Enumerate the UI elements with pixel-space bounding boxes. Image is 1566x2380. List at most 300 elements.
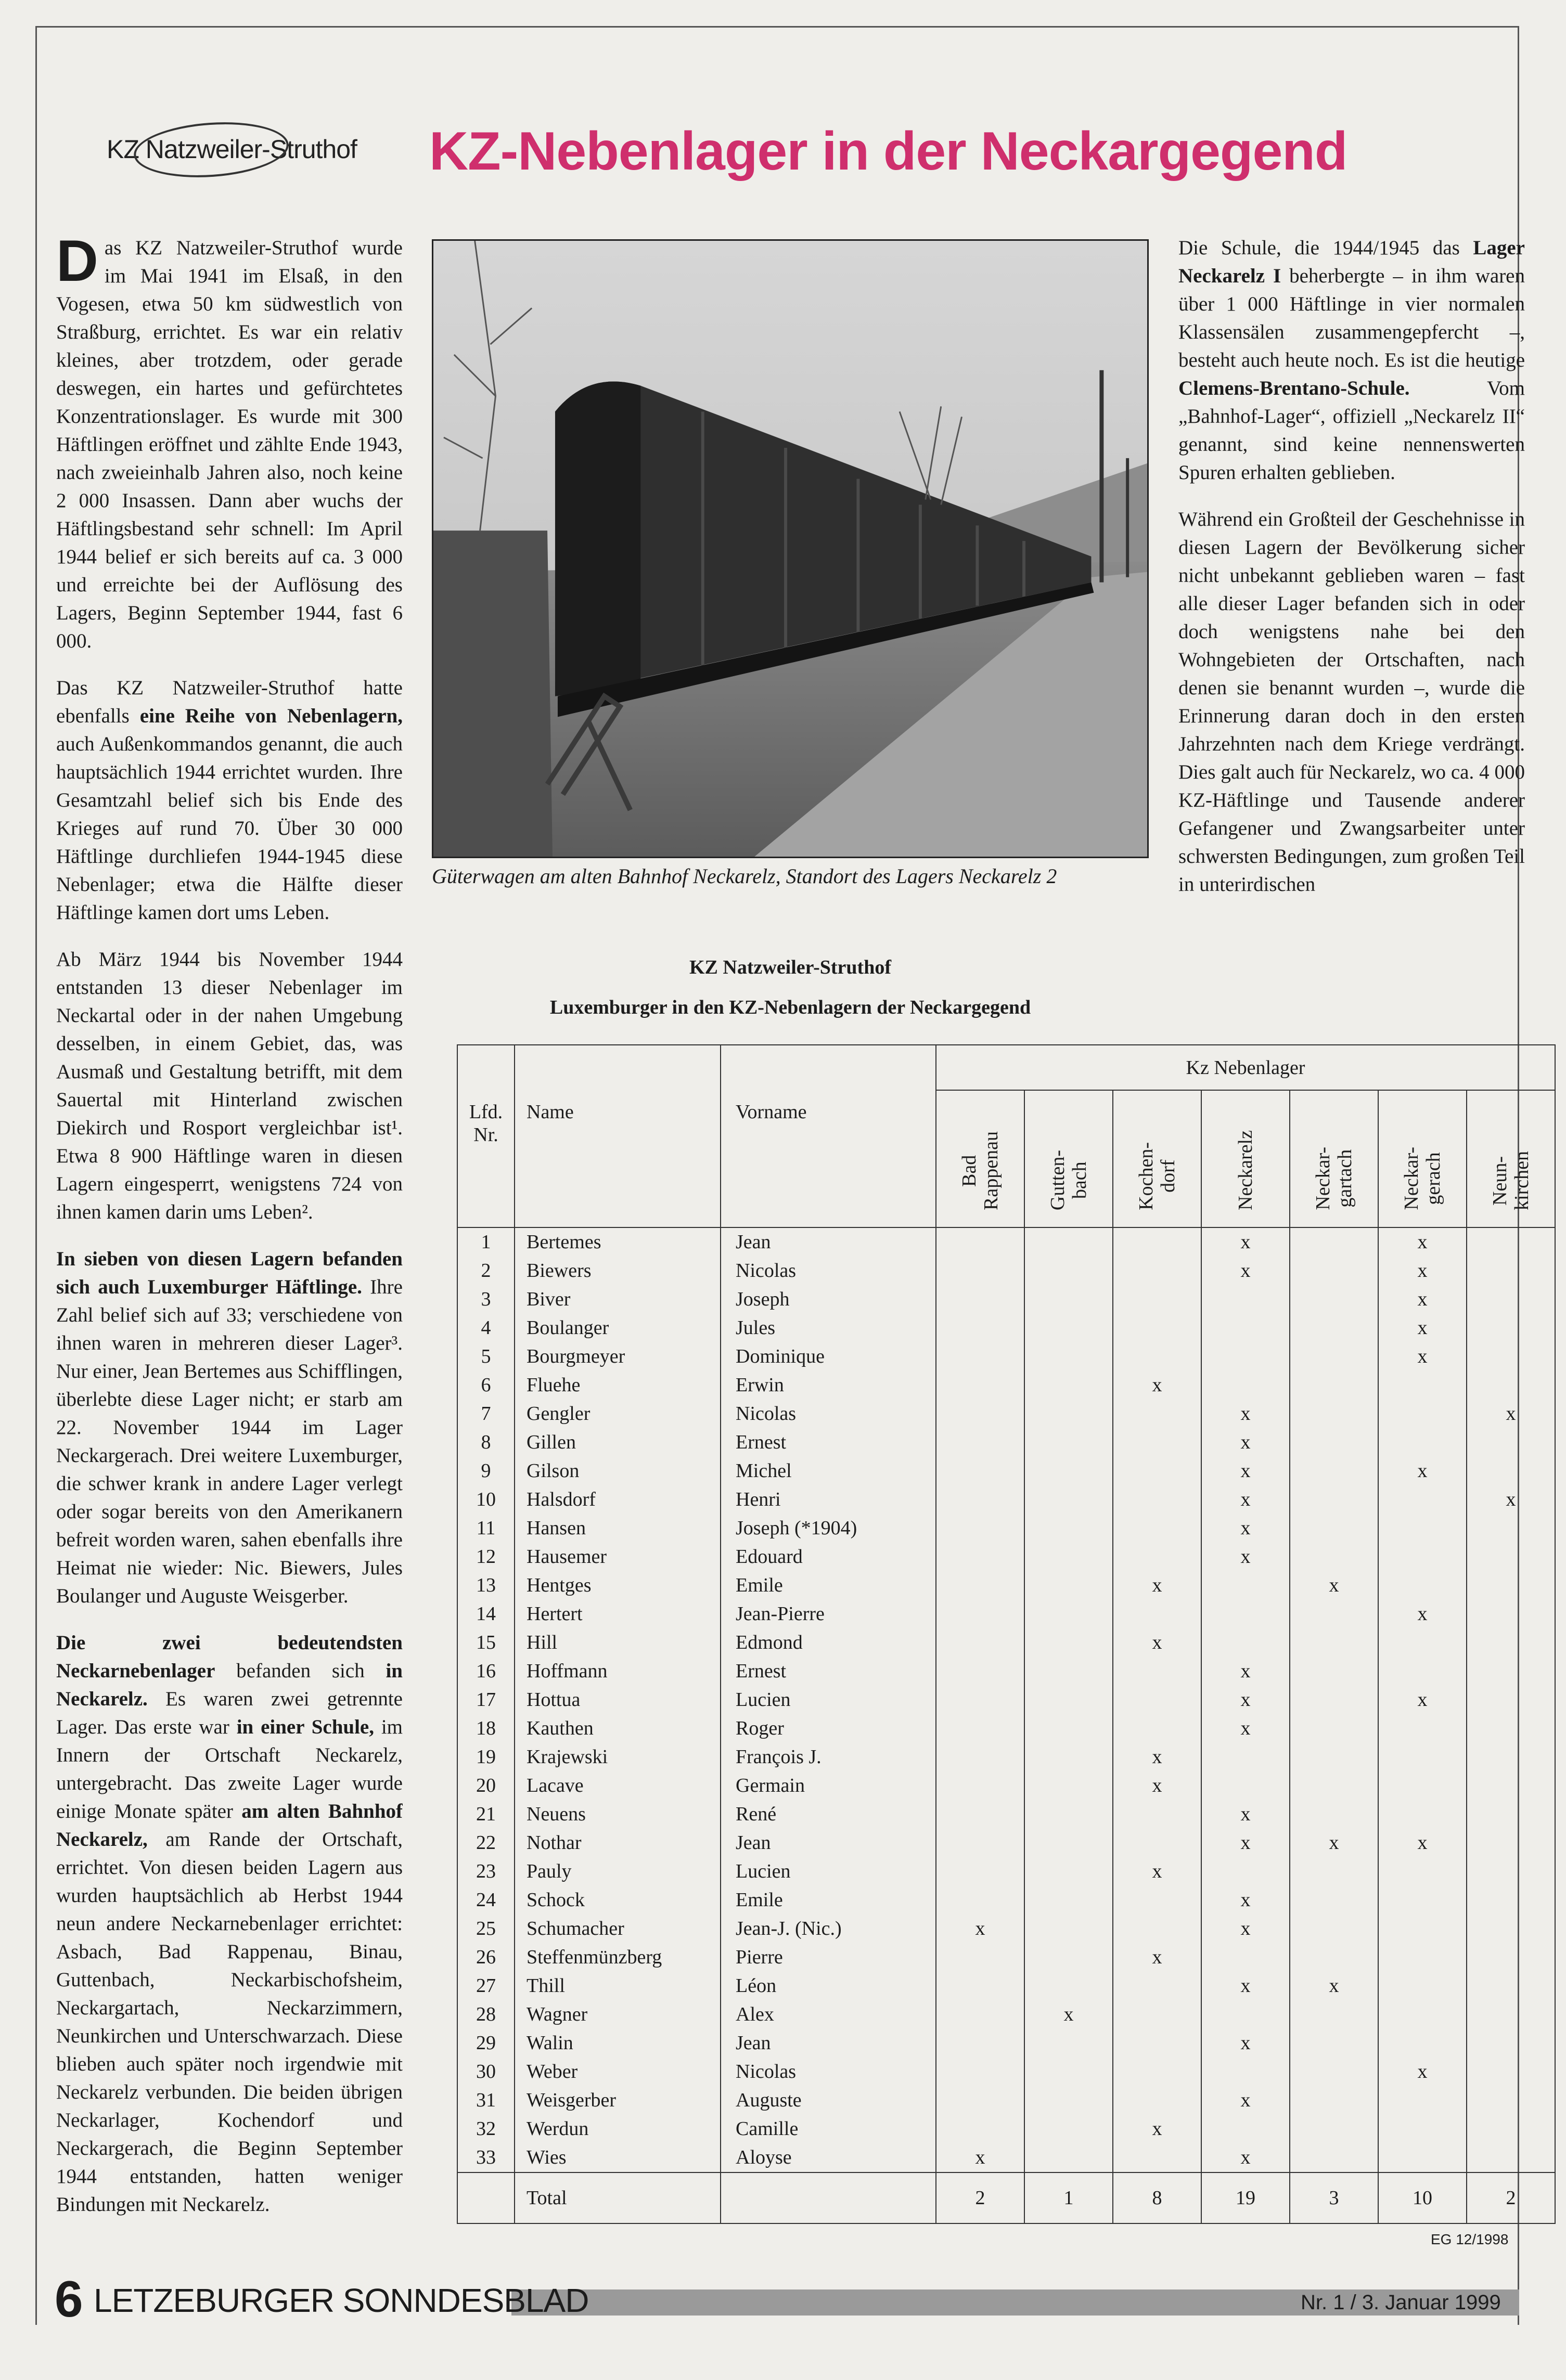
camp-mark bbox=[1290, 1314, 1378, 1342]
camp-mark bbox=[936, 1371, 1024, 1400]
camp-mark bbox=[1378, 2029, 1467, 2058]
camp-mark: x bbox=[1113, 1743, 1201, 1771]
camp-mark bbox=[936, 1227, 1024, 1257]
camp-header-line: Bad bbox=[958, 1155, 980, 1187]
table-row bbox=[457, 1285, 1555, 1314]
camp-mark bbox=[936, 1457, 1024, 1485]
camp-header-line: gartach bbox=[1334, 1149, 1356, 1208]
camp-mark bbox=[1467, 1657, 1555, 1686]
camp-mark bbox=[1201, 1285, 1290, 1314]
row-vorname: Nicolas bbox=[721, 1400, 936, 1428]
row-vorname: Jean bbox=[721, 1227, 936, 1257]
camp-mark bbox=[1290, 1227, 1378, 1257]
table-row bbox=[457, 1543, 1555, 1571]
camp-mark bbox=[1113, 2086, 1201, 2115]
row-vorname: Pierre bbox=[721, 1943, 936, 1972]
camp-mark bbox=[936, 1543, 1024, 1571]
camp-mark bbox=[1201, 1628, 1290, 1657]
camp-mark bbox=[1467, 1257, 1555, 1285]
row-vorname: Emile bbox=[721, 1571, 936, 1600]
table-row bbox=[457, 2143, 1555, 2172]
camp-mark bbox=[936, 2000, 1024, 2029]
camp-mark bbox=[1290, 1886, 1378, 1915]
camp-mark: x bbox=[1378, 1829, 1467, 1857]
camp-mark bbox=[936, 1714, 1024, 1743]
table-row bbox=[457, 2115, 1555, 2143]
paragraph-4-text: Ihre Zahl belief sich auf 33; verschiedene von ihnen waren in mehreren dieser Lager³. Nur einer, Jean Bertemes aus Schifflingen, überlebte diese Lager nicht; er starb am 22. November 1944 im Lager Neckargerach. Drei weitere Luxemburger, die schwer krank in andere Lager verlegt oder sogar bereits von den Amerikanern befreit worden waren, sahen ebenfalls ihre Heimat nie wieder: Nic. Biewers, Jules Boulanger und Auguste Weisgerber. bbox=[56, 1276, 403, 1607]
row-vorname: Erwin bbox=[721, 1371, 936, 1400]
paragraph-5-text-d: Es waren zwei getrennte Lager. Das erste war bbox=[56, 1688, 403, 1738]
total-value: 1 bbox=[1024, 2172, 1113, 2223]
camp-mark bbox=[1378, 2000, 1467, 2029]
camp-mark bbox=[1378, 2086, 1467, 2115]
camp-mark: x bbox=[1113, 1943, 1201, 1972]
camp-mark bbox=[1378, 1371, 1467, 1400]
paragraph-5-bold-a: Die zwei bedeutendsten Neckarnebenlager bbox=[56, 1632, 403, 1682]
table-row bbox=[457, 1829, 1555, 1857]
camp-mark bbox=[936, 1400, 1024, 1428]
camp-mark bbox=[1378, 1657, 1467, 1686]
camp-mark: x bbox=[936, 1915, 1024, 1943]
camp-mark bbox=[1378, 1915, 1467, 1943]
camp-mark bbox=[1378, 1571, 1467, 1600]
paragraph-1 bbox=[56, 234, 403, 655]
camp-mark bbox=[1467, 2086, 1555, 2115]
camp-mark bbox=[1113, 1314, 1201, 1342]
camp-mark bbox=[1290, 1428, 1378, 1457]
row-vorname: Jean bbox=[721, 2029, 936, 2058]
camp-header-line: bach bbox=[1069, 1161, 1090, 1199]
camp-mark: x bbox=[1378, 1314, 1467, 1342]
camp-mark bbox=[1113, 1285, 1201, 1314]
camp-mark: x bbox=[1467, 1485, 1555, 1514]
camp-mark bbox=[1113, 1485, 1201, 1514]
row-vorname: Nicolas bbox=[721, 2058, 936, 2086]
article-right-column bbox=[1178, 234, 1525, 910]
camp-mark bbox=[1024, 1743, 1113, 1771]
camp-mark: x bbox=[1113, 1371, 1201, 1400]
camp-mark bbox=[1467, 2115, 1555, 2143]
camp-mark bbox=[1378, 1514, 1467, 1543]
col-header-vorname: Vorname bbox=[721, 1045, 936, 1227]
camp-mark bbox=[936, 1428, 1024, 1457]
row-number: 24 bbox=[457, 1886, 515, 1915]
col-header-lfd: Lfd. bbox=[469, 1101, 503, 1123]
camp-mark bbox=[1024, 1800, 1113, 1829]
col-header-name: Name bbox=[515, 1045, 721, 1227]
camp-mark bbox=[1467, 1227, 1555, 1257]
camp-mark bbox=[1290, 1857, 1378, 1886]
camp-mark bbox=[1290, 1342, 1378, 1371]
camp-mark bbox=[1467, 1972, 1555, 2000]
paragraph-5-bold-g: am alten Bahnhof Neckarelz, bbox=[56, 1800, 403, 1851]
camp-mark: x bbox=[1113, 1628, 1201, 1657]
row-name: Hausemer bbox=[515, 1543, 721, 1571]
row-name: Hottua bbox=[515, 1686, 721, 1714]
right-paragraph-1 bbox=[1178, 234, 1525, 487]
camp-mark bbox=[1290, 1485, 1378, 1514]
camp-mark bbox=[1024, 1657, 1113, 1686]
camp-mark bbox=[936, 2029, 1024, 2058]
camp-mark bbox=[1467, 1543, 1555, 1571]
camp-mark bbox=[1290, 1371, 1378, 1400]
camp-mark bbox=[1024, 1257, 1113, 1285]
right-p1-text-c: beherbergte – in ihm waren über 1 000 Häftlinge in vier normalen Klassensälen zusammengepfercht –, besteht auch heute noch. Es ist die heutige bbox=[1178, 265, 1525, 371]
section-kicker bbox=[107, 134, 357, 164]
camp-mark bbox=[1467, 1771, 1555, 1800]
camp-mark bbox=[1290, 1285, 1378, 1314]
camp-mark bbox=[1467, 2058, 1555, 2086]
row-name: Hentges bbox=[515, 1571, 721, 1600]
total-value: 10 bbox=[1378, 2172, 1467, 2223]
table-row bbox=[457, 1571, 1555, 1600]
camp-mark: x bbox=[1201, 1886, 1290, 1915]
total-value: 8 bbox=[1113, 2172, 1201, 2223]
camp-mark bbox=[1113, 1915, 1201, 1943]
camp-mark bbox=[1467, 1371, 1555, 1400]
row-number: 6 bbox=[457, 1371, 515, 1400]
table-row bbox=[457, 1314, 1555, 1342]
row-name: Schock bbox=[515, 1886, 721, 1915]
camp-mark bbox=[1113, 2143, 1201, 2172]
row-number: 14 bbox=[457, 1600, 515, 1628]
table-row bbox=[457, 1257, 1555, 1285]
camp-mark: x bbox=[1201, 1257, 1290, 1285]
row-name: Halsdorf bbox=[515, 1485, 721, 1514]
camp-header bbox=[1113, 1090, 1201, 1227]
camp-mark bbox=[1378, 1886, 1467, 1915]
camp-mark bbox=[1113, 1800, 1201, 1829]
camp-header-text bbox=[1312, 1147, 1356, 1210]
headline: KZ-Nebenlager in der Neckargegend bbox=[429, 121, 1347, 182]
row-number: 26 bbox=[457, 1943, 515, 1972]
total-value: 2 bbox=[936, 2172, 1024, 2223]
camp-mark bbox=[1201, 1857, 1290, 1886]
table-row bbox=[457, 1371, 1555, 1400]
total-value: 2 bbox=[1467, 2172, 1555, 2223]
camp-mark bbox=[936, 1628, 1024, 1657]
camp-mark bbox=[1290, 1600, 1378, 1628]
row-number: 2 bbox=[457, 1257, 515, 1285]
camp-mark bbox=[1024, 1457, 1113, 1485]
camp-mark bbox=[1290, 2058, 1378, 2086]
row-name: Hoffmann bbox=[515, 1657, 721, 1686]
camp-mark: x bbox=[1201, 1227, 1290, 1257]
row-number: 31 bbox=[457, 2086, 515, 2115]
camp-mark bbox=[1113, 1457, 1201, 1485]
camp-mark bbox=[936, 1943, 1024, 1972]
camp-mark: x bbox=[1378, 1686, 1467, 1714]
camp-mark: x bbox=[1201, 1428, 1290, 1457]
camp-mark bbox=[1290, 1943, 1378, 1972]
row-vorname: Edouard bbox=[721, 1543, 936, 1571]
camp-mark bbox=[1467, 1800, 1555, 1829]
row-vorname: Camille bbox=[721, 2115, 936, 2143]
row-vorname: François J. bbox=[721, 1743, 936, 1771]
camp-mark bbox=[1024, 1771, 1113, 1800]
camp-mark: x bbox=[1201, 1457, 1290, 1485]
row-number: 1 bbox=[457, 1227, 515, 1257]
camp-header bbox=[1378, 1090, 1467, 1227]
table-row bbox=[457, 1771, 1555, 1800]
camp-mark bbox=[1378, 1714, 1467, 1743]
total-value: 3 bbox=[1290, 2172, 1378, 2223]
camp-mark bbox=[936, 1972, 1024, 2000]
camp-mark bbox=[1024, 1972, 1113, 2000]
camp-mark bbox=[1024, 2115, 1113, 2143]
row-vorname: Dominique bbox=[721, 1342, 936, 1371]
row-number: 12 bbox=[457, 1543, 515, 1571]
row-number: 7 bbox=[457, 1400, 515, 1428]
camp-mark bbox=[1113, 1227, 1201, 1257]
camp-header-text bbox=[958, 1131, 1002, 1210]
row-vorname: Joseph (*1904) bbox=[721, 1514, 936, 1543]
row-vorname: Michel bbox=[721, 1457, 936, 1485]
camp-mark bbox=[1113, 1714, 1201, 1743]
camp-mark bbox=[1024, 1915, 1113, 1943]
camp-mark: x bbox=[1201, 1829, 1290, 1857]
col-header-nr-text: Nr. bbox=[473, 1124, 498, 1146]
camp-mark bbox=[1467, 1915, 1555, 1943]
camp-mark bbox=[1467, 1686, 1555, 1714]
row-name: Bertemes bbox=[515, 1227, 721, 1257]
camp-mark bbox=[936, 1657, 1024, 1686]
table-row bbox=[457, 2086, 1555, 2115]
table-row bbox=[457, 1915, 1555, 1943]
table-row bbox=[457, 2029, 1555, 2058]
camp-mark bbox=[1378, 1485, 1467, 1514]
table-row bbox=[457, 1657, 1555, 1686]
camp-mark: x bbox=[1378, 1600, 1467, 1628]
camp-mark bbox=[1290, 1686, 1378, 1714]
camp-mark bbox=[936, 1800, 1024, 1829]
total-nr-cell bbox=[457, 2172, 515, 2223]
camp-mark: x bbox=[1113, 1771, 1201, 1800]
camp-mark bbox=[1113, 1428, 1201, 1457]
camp-mark: x bbox=[1290, 1829, 1378, 1857]
row-number: 32 bbox=[457, 2115, 515, 2143]
camp-mark bbox=[1024, 1857, 1113, 1886]
camp-mark bbox=[1378, 1857, 1467, 1886]
row-name: Weisgerber bbox=[515, 2086, 721, 2115]
camp-header-text bbox=[1401, 1147, 1444, 1210]
camp-mark bbox=[1290, 1257, 1378, 1285]
row-number: 13 bbox=[457, 1571, 515, 1600]
paragraph-2 bbox=[56, 674, 403, 927]
camp-mark bbox=[1201, 1342, 1290, 1371]
paragraph-4-bold: In sieben von diesen Lagern befanden sich auch Luxemburger Häftlinge. bbox=[56, 1248, 403, 1298]
row-name: Bourgmeyer bbox=[515, 1342, 721, 1371]
right-p1-text-e: Vom „Bahnhof-Lager“, offiziell „Neckarelz II“ genannt, sind keine nennenswerten Spuren erhalten geblieben. bbox=[1178, 377, 1525, 484]
camp-header-line: kirchen bbox=[1511, 1151, 1533, 1210]
camp-mark bbox=[1201, 1314, 1290, 1342]
camp-mark bbox=[1201, 1600, 1290, 1628]
row-name: Biewers bbox=[515, 1257, 721, 1285]
camp-mark bbox=[936, 1485, 1024, 1514]
row-vorname: Ernest bbox=[721, 1657, 936, 1686]
row-number: 22 bbox=[457, 1829, 515, 1857]
row-vorname: Ernest bbox=[721, 1428, 936, 1457]
paragraph-5 bbox=[56, 1629, 403, 2219]
paragraph-3: Ab März 1944 bis November 1944 entstanden 13 dieser Nebenlager im Neckartal oder in der nahen Umgebung desselben, in einem Gebiet, das, was Ausmaß und Gestaltung betrifft, mit dem Sauertal mit Hinterland zwischen Diekirch und Rosport vergleichbar ist¹. Etwa 8 900 Häftlinge waren in diesen Lagern eingesperrt, wenigstens 724 von ihnen kamen darin ums Leben². bbox=[56, 948, 403, 1223]
camp-mark bbox=[1467, 1628, 1555, 1657]
table-row bbox=[457, 1600, 1555, 1628]
camp-mark bbox=[1467, 1743, 1555, 1771]
camp-mark: x bbox=[1024, 2000, 1113, 2029]
camp-header bbox=[1467, 1090, 1555, 1227]
table-row bbox=[457, 1628, 1555, 1657]
row-vorname: Aloyse bbox=[721, 2143, 936, 2172]
article-left-column bbox=[56, 234, 403, 2242]
camp-header-text bbox=[1047, 1150, 1090, 1210]
row-number: 30 bbox=[457, 2058, 515, 2086]
camp-mark bbox=[1113, 1657, 1201, 1686]
camp-mark bbox=[1024, 1714, 1113, 1743]
camp-header bbox=[1201, 1090, 1290, 1227]
camp-mark bbox=[1467, 2000, 1555, 2029]
table-row bbox=[457, 1485, 1555, 1514]
row-name: Nothar bbox=[515, 1829, 721, 1857]
camp-mark bbox=[1113, 1600, 1201, 1628]
photo-freight-wagons bbox=[432, 239, 1149, 858]
camp-mark bbox=[1201, 2000, 1290, 2029]
camp-mark: x bbox=[936, 2143, 1024, 2172]
row-number: 11 bbox=[457, 1514, 515, 1543]
row-name: Hill bbox=[515, 1628, 721, 1657]
row-number: 21 bbox=[457, 1800, 515, 1829]
camp-mark bbox=[1378, 1771, 1467, 1800]
camp-mark bbox=[1113, 1886, 1201, 1915]
camp-mark bbox=[1201, 1943, 1290, 1972]
row-name: Hertert bbox=[515, 1600, 721, 1628]
row-number: 25 bbox=[457, 1915, 515, 1943]
camp-mark bbox=[1024, 2143, 1113, 2172]
camp-mark bbox=[1378, 1400, 1467, 1428]
camp-mark: x bbox=[1201, 1657, 1290, 1686]
camp-mark bbox=[1290, 1743, 1378, 1771]
camp-mark bbox=[1201, 2058, 1290, 2086]
row-number: 20 bbox=[457, 1771, 515, 1800]
kicker-text: KZ Natzweiler-Struthof bbox=[107, 135, 357, 164]
camp-mark: x bbox=[1201, 2029, 1290, 2058]
camp-mark bbox=[1024, 2058, 1113, 2086]
camp-mark: x bbox=[1378, 1342, 1467, 1371]
camp-mark bbox=[1113, 1543, 1201, 1571]
row-name: Biver bbox=[515, 1285, 721, 1314]
camp-mark bbox=[936, 1571, 1024, 1600]
camp-mark bbox=[1113, 2029, 1201, 2058]
camp-header-line: Neckarelz bbox=[1235, 1130, 1256, 1210]
issue-date: Nr. 1 / 3. Januar 1999 bbox=[1301, 2291, 1501, 2314]
camp-mark bbox=[1467, 1714, 1555, 1743]
camp-mark bbox=[1378, 1943, 1467, 1972]
right-p1-bold-d: Clemens-Brentano-Schule. bbox=[1178, 377, 1410, 399]
camp-mark bbox=[1024, 1485, 1113, 1514]
camp-mark bbox=[1201, 1771, 1290, 1800]
camp-mark bbox=[1024, 1543, 1113, 1571]
row-number: 27 bbox=[457, 1972, 515, 2000]
camp-mark: x bbox=[1201, 1485, 1290, 1514]
camp-mark bbox=[1024, 1428, 1113, 1457]
camp-mark bbox=[1378, 1743, 1467, 1771]
row-vorname: Alex bbox=[721, 2000, 936, 2029]
prisoner-table bbox=[457, 1044, 1556, 2224]
row-number: 8 bbox=[457, 1428, 515, 1457]
camp-header-text bbox=[1235, 1130, 1256, 1210]
paragraph-2-bold: eine Reihe von Nebenlagern, bbox=[139, 705, 403, 727]
paragraph-5-bold-e: in einer Schule, bbox=[236, 1716, 374, 1738]
camp-mark bbox=[1024, 1600, 1113, 1628]
camp-mark bbox=[1467, 1571, 1555, 1600]
camp-mark bbox=[1467, 2143, 1555, 2172]
camp-mark bbox=[1201, 1571, 1290, 1600]
row-number: 33 bbox=[457, 2143, 515, 2172]
row-number: 15 bbox=[457, 1628, 515, 1657]
camp-mark bbox=[936, 1886, 1024, 1915]
col-group-header: Kz Nebenlager bbox=[936, 1045, 1555, 1090]
camp-mark bbox=[1113, 1972, 1201, 2000]
camp-mark bbox=[1290, 1657, 1378, 1686]
camp-header-line: Kochen- bbox=[1135, 1142, 1157, 1210]
camp-mark bbox=[1024, 1227, 1113, 1257]
table-row bbox=[457, 1886, 1555, 1915]
row-vorname: Jean-Pierre bbox=[721, 1600, 936, 1628]
camp-mark bbox=[1378, 1800, 1467, 1829]
camp-mark: x bbox=[1467, 1400, 1555, 1428]
camp-mark bbox=[1467, 2029, 1555, 2058]
camp-mark bbox=[1024, 1571, 1113, 1600]
camp-mark bbox=[1467, 1514, 1555, 1543]
camp-mark bbox=[936, 1600, 1024, 1628]
camp-mark bbox=[1290, 1915, 1378, 1943]
camp-header bbox=[1290, 1090, 1378, 1227]
camp-mark bbox=[1113, 2058, 1201, 2086]
camp-mark: x bbox=[1290, 1972, 1378, 2000]
camp-mark bbox=[1024, 1514, 1113, 1543]
camp-mark bbox=[1290, 1543, 1378, 1571]
newspaper-name: LETZEBURGER SONNDESBLAD bbox=[94, 2282, 589, 2319]
camp-mark bbox=[1467, 1600, 1555, 1628]
table-row bbox=[457, 1972, 1555, 2000]
row-vorname: Léon bbox=[721, 1972, 936, 2000]
camp-mark: x bbox=[1201, 1400, 1290, 1428]
row-name: Steffenmünzberg bbox=[515, 1943, 721, 1972]
camp-mark bbox=[1290, 1800, 1378, 1829]
row-number: 4 bbox=[457, 1314, 515, 1342]
row-vorname: René bbox=[721, 1800, 936, 1829]
camp-mark bbox=[1467, 1943, 1555, 1972]
camp-mark bbox=[1113, 1514, 1201, 1543]
camp-mark bbox=[1024, 1314, 1113, 1342]
row-number: 10 bbox=[457, 1485, 515, 1514]
camp-mark bbox=[1467, 1314, 1555, 1342]
camp-mark bbox=[1113, 1342, 1201, 1371]
row-number: 17 bbox=[457, 1686, 515, 1714]
table-row bbox=[457, 1686, 1555, 1714]
camp-mark bbox=[1201, 1371, 1290, 1400]
camp-mark: x bbox=[1378, 1227, 1467, 1257]
camp-mark: x bbox=[1378, 2058, 1467, 2086]
camp-header-line: Gutten- bbox=[1047, 1149, 1069, 1210]
camp-header-text bbox=[1135, 1142, 1179, 1210]
row-number: 23 bbox=[457, 1857, 515, 1886]
camp-mark bbox=[1467, 1829, 1555, 1857]
row-name: Krajewski bbox=[515, 1743, 721, 1771]
row-name: Walin bbox=[515, 2029, 721, 2058]
camp-mark bbox=[1378, 2143, 1467, 2172]
row-name: Wies bbox=[515, 2143, 721, 2172]
row-name: Schumacher bbox=[515, 1915, 721, 1943]
